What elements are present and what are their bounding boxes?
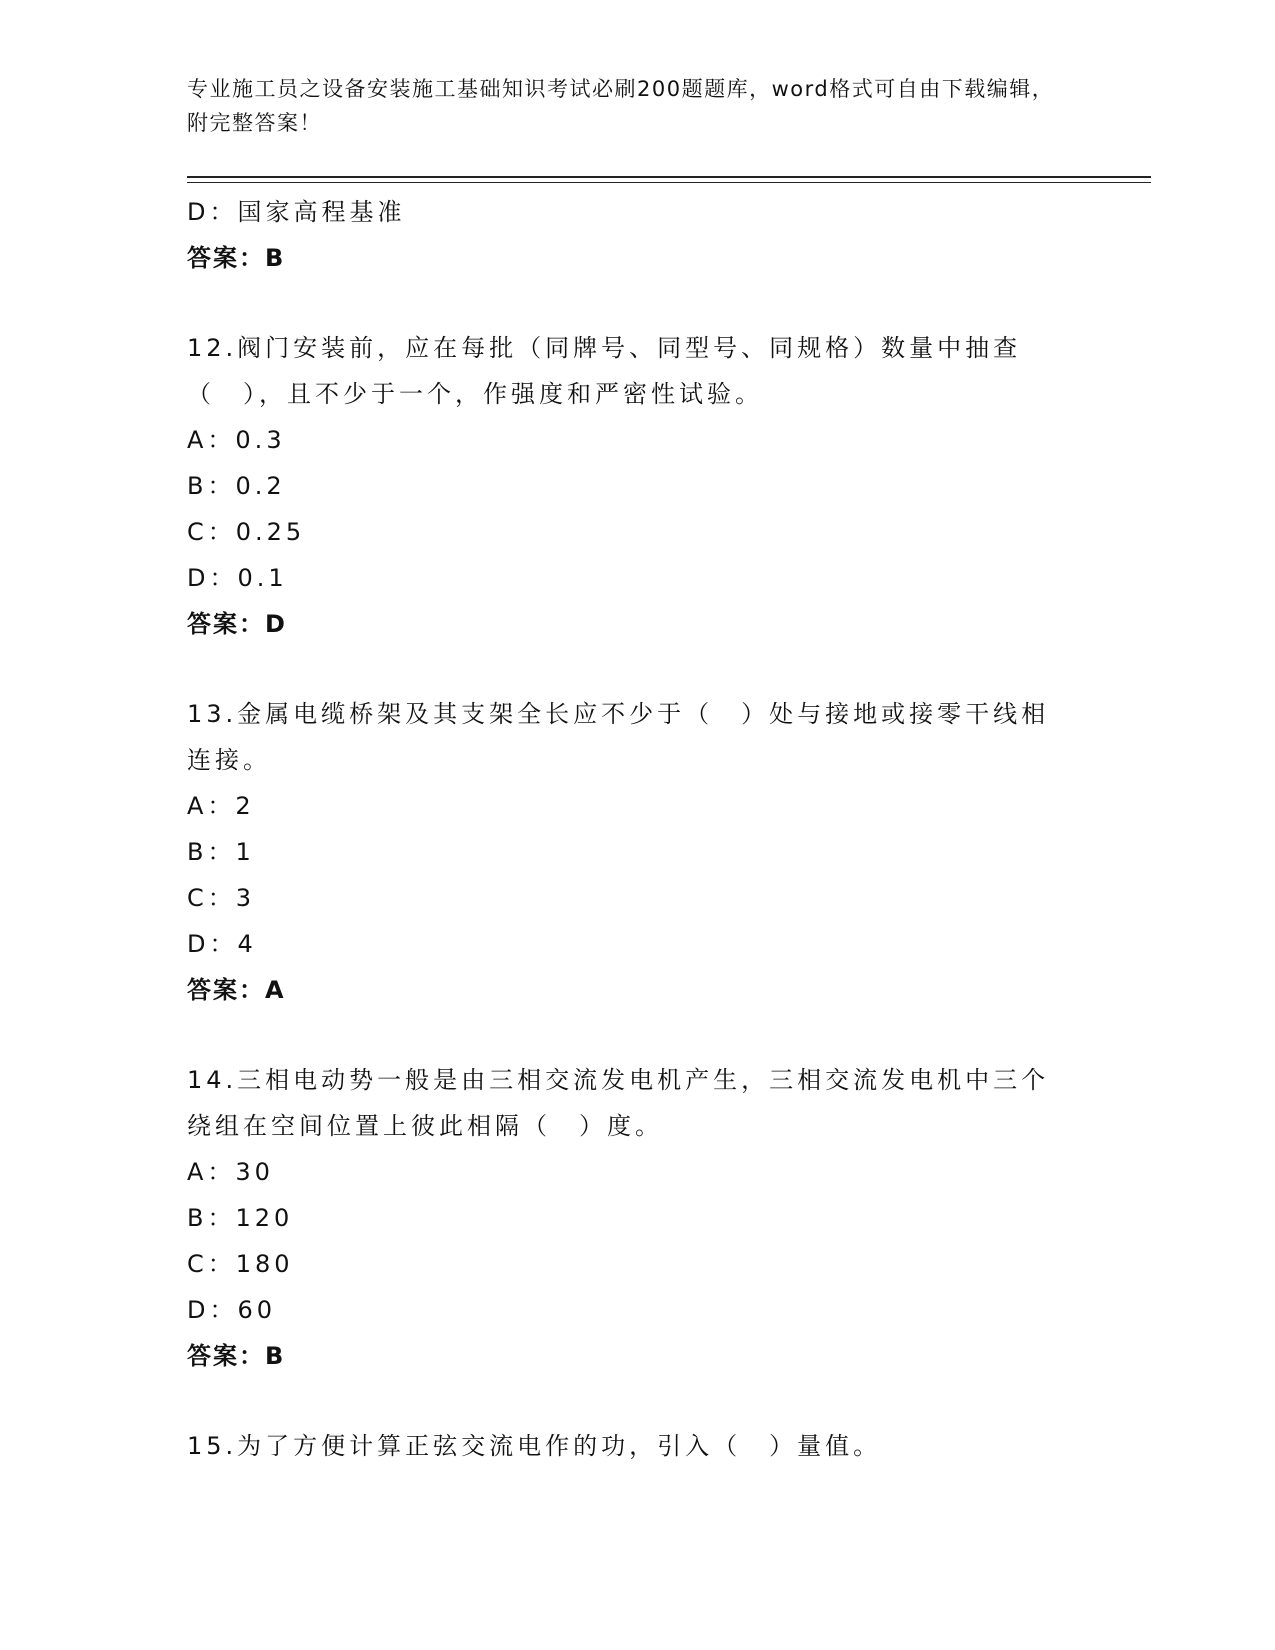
option-a: A：0.3 — [187, 426, 286, 454]
option-b: B：0.2 — [187, 472, 286, 500]
answer-line: 答案：B — [187, 1342, 286, 1370]
answer-line: 答案：B — [187, 244, 286, 272]
question-15 — [187, 1423, 1087, 1469]
option-c: C：3 — [187, 884, 256, 912]
question-stem: 13.金属电缆桥架及其支架全长应不少于（ ）处与接地或接零干线相连接。 — [187, 700, 1050, 774]
option-d: D：4 — [187, 930, 257, 958]
header-divider-thin — [187, 182, 1151, 183]
option-d: D：国家高程基准 — [187, 198, 406, 226]
question-list — [187, 189, 1087, 1469]
option-b: B：1 — [187, 838, 255, 866]
option-c: C：180 — [187, 1250, 294, 1278]
answer-line: 答案：A — [187, 976, 286, 1004]
option-a: A：30 — [187, 1158, 274, 1186]
question-14 — [187, 1057, 1087, 1379]
option-d: D：0.1 — [187, 564, 288, 592]
document-header-title: 专业施工员之设备安装施工基础知识考试必刷200题题库，word格式可自由下载编辑，附完整答案！ — [187, 77, 1055, 135]
question-stem: 15.为了方便计算正弦交流电作的功，引入（ ）量值。 — [187, 1432, 882, 1460]
option-d: D：60 — [187, 1296, 277, 1324]
option-a: A：2 — [187, 792, 255, 820]
question-stem: 12.阀门安装前，应在每批（同牌号、同型号、同规格）数量中抽查（ ），且不少于一个，作强度和严密性试验。 — [187, 334, 1022, 408]
question-12 — [187, 325, 1087, 647]
option-b: B：120 — [187, 1204, 294, 1232]
answer-line: 答案：D — [187, 610, 287, 638]
option-c: C：0.25 — [187, 518, 306, 546]
question-stem: 14.三相电动势一般是由三相交流发电机产生，三相交流发电机中三个绕组在空间位置上彼此相隔（ ）度。 — [187, 1066, 1050, 1140]
header-divider — [187, 176, 1151, 178]
question-13 — [187, 691, 1087, 1013]
